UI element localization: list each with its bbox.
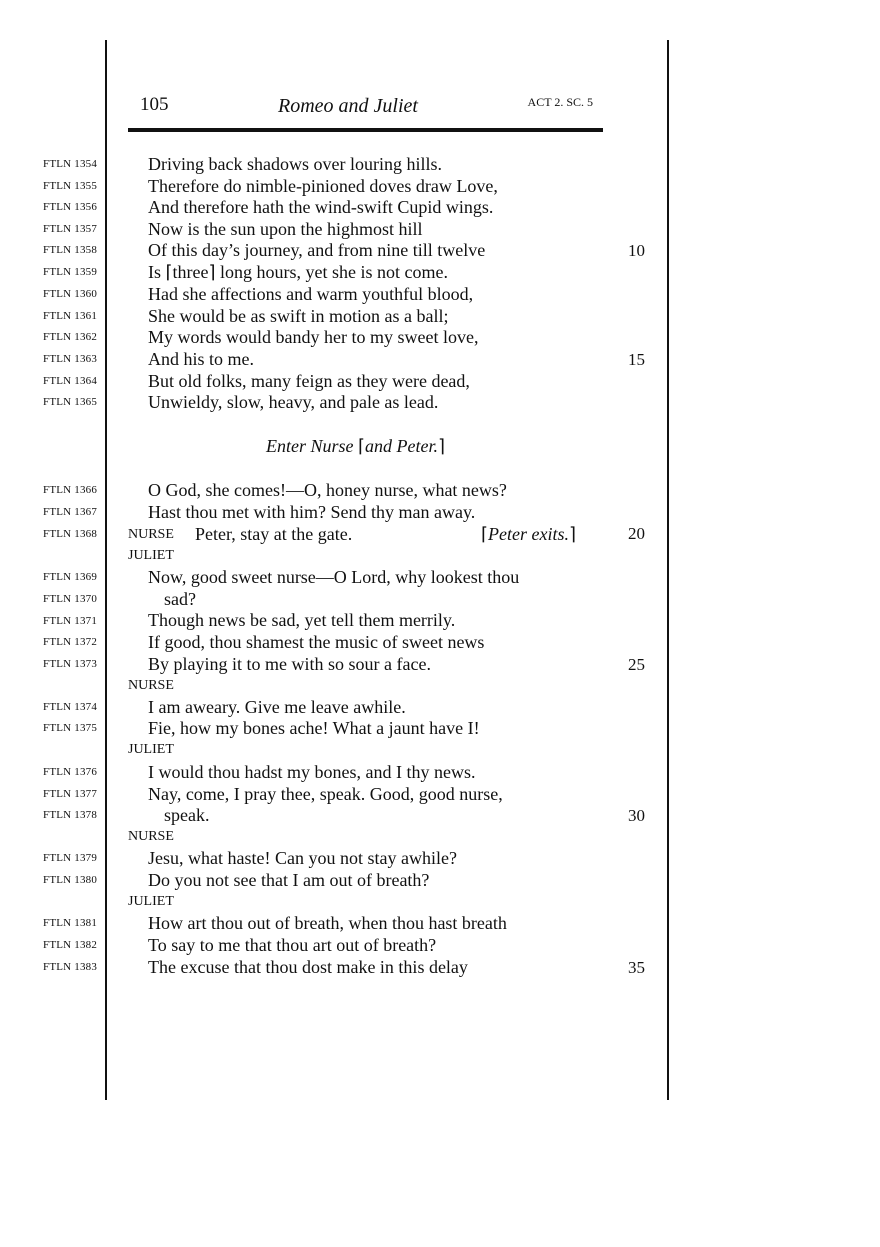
ftln-label: FTLN 1364 bbox=[43, 375, 98, 387]
verse-line: Hast thou met with him? Send thy man away. bbox=[148, 502, 476, 522]
left-margin-rule bbox=[105, 40, 107, 1100]
ftln-label: FTLN 1370 bbox=[43, 593, 98, 605]
line-number: 25 bbox=[628, 655, 645, 674]
play-title: Romeo and Juliet bbox=[278, 95, 418, 117]
stage-direction-enter bbox=[266, 436, 445, 457]
verse-line: Peter, stay at the gate. bbox=[195, 524, 353, 544]
ftln-label: FTLN 1381 bbox=[43, 917, 98, 929]
ftln-label: FTLN 1354 bbox=[43, 158, 98, 170]
line-number: 35 bbox=[628, 958, 645, 977]
ftln-label: FTLN 1372 bbox=[43, 636, 98, 648]
right-margin-rule bbox=[667, 40, 669, 1100]
line-number: 15 bbox=[628, 350, 645, 369]
page-header bbox=[128, 94, 603, 124]
verse-line: Jesu, what haste! Can you not stay awhile? bbox=[148, 848, 457, 868]
ftln-label: FTLN 1365 bbox=[43, 396, 98, 408]
verse-line: Fie, how my bones ache! What a jaunt have I! bbox=[148, 718, 480, 738]
ftln-label: FTLN 1374 bbox=[43, 701, 98, 713]
verse-line: O God, she comes!—O, honey nurse, what news? bbox=[148, 480, 507, 500]
header-rule bbox=[128, 128, 603, 132]
verse-line: I would thou hadst my bones, and I thy news. bbox=[148, 762, 476, 782]
bracket-close: ⌉ bbox=[208, 262, 216, 282]
verse-line: If good, thou shamest the music of sweet news bbox=[148, 632, 485, 652]
speaker-name: NURSE bbox=[128, 829, 174, 844]
ftln-label: FTLN 1356 bbox=[43, 201, 98, 213]
ftln-label: FTLN 1367 bbox=[43, 506, 98, 518]
ftln-label: FTLN 1363 bbox=[43, 353, 98, 365]
verse-line: Now, good sweet nurse—O Lord, why lookest thou bbox=[148, 567, 520, 587]
speaker-name: JULIET bbox=[128, 742, 174, 757]
ftln-label: FTLN 1368 bbox=[43, 528, 98, 540]
ftln-label: FTLN 1379 bbox=[43, 852, 98, 864]
ftln-label: FTLN 1373 bbox=[43, 658, 98, 670]
ftln-label: FTLN 1383 bbox=[43, 961, 98, 973]
speaker-name: JULIET bbox=[128, 548, 174, 563]
verse-line-continuation: speak. bbox=[164, 805, 210, 825]
speaker-name: NURSE bbox=[128, 678, 174, 693]
verse-line: Do you not see that I am out of breath? bbox=[148, 870, 430, 890]
bracket-close: ⌉ bbox=[438, 436, 446, 456]
ftln-label: FTLN 1382 bbox=[43, 939, 98, 951]
page-number: 105 bbox=[140, 94, 169, 115]
verse-line: By playing it to me with so sour a face. bbox=[148, 654, 431, 674]
ftln-label: FTLN 1360 bbox=[43, 288, 98, 300]
ftln-label: FTLN 1358 bbox=[43, 244, 98, 256]
ftln-label: FTLN 1366 bbox=[43, 484, 98, 496]
verse-line: And his to me. bbox=[148, 349, 254, 369]
verse-line: Nay, come, I pray thee, speak. Good, good nurse, bbox=[148, 784, 503, 804]
stage-direction-exit bbox=[481, 524, 576, 545]
verse-line: Now is the sun upon the highmost hill bbox=[148, 219, 423, 239]
verse-line: How art thou out of breath, when thou hast breath bbox=[148, 913, 507, 933]
verse-line: To say to me that thou art out of breath? bbox=[148, 935, 437, 955]
ftln-label: FTLN 1377 bbox=[43, 788, 98, 800]
verse-line: The excuse that thou dost make in this delay bbox=[148, 957, 468, 977]
verse-line: And therefore hath the wind-swift Cupid wings. bbox=[148, 197, 494, 217]
ftln-label: FTLN 1369 bbox=[43, 571, 98, 583]
line-number: 10 bbox=[628, 241, 645, 260]
act-scene-label: ACT 2. SC. 5 bbox=[527, 95, 593, 109]
verse-line: But old folks, many feign as they were dead, bbox=[148, 371, 470, 391]
bracket-open: ⌈ bbox=[358, 436, 366, 456]
verse-line: Of this day’s journey, and from nine till twelve bbox=[148, 240, 486, 260]
ftln-label: FTLN 1375 bbox=[43, 722, 98, 734]
verse-line: My words would bandy her to my sweet love, bbox=[148, 327, 479, 347]
verse-word-is: Is bbox=[148, 262, 161, 282]
verse-line bbox=[148, 262, 448, 283]
line-number: 30 bbox=[628, 806, 645, 825]
stage-and-peter: and Peter. bbox=[365, 436, 439, 456]
verse-line: Though news be sad, yet tell them merrily. bbox=[148, 610, 456, 630]
bracket-close: ⌉ bbox=[569, 524, 577, 544]
ftln-label: FTLN 1357 bbox=[43, 223, 98, 235]
stage-enter-nurse: Enter Nurse bbox=[266, 436, 354, 456]
ftln-label: FTLN 1355 bbox=[43, 180, 98, 192]
ftln-label: FTLN 1359 bbox=[43, 266, 98, 278]
line-number: 20 bbox=[628, 524, 645, 543]
ftln-label: FTLN 1380 bbox=[43, 874, 98, 886]
verse-line: Had she affections and warm youthful blood, bbox=[148, 284, 474, 304]
verse-word-three: three bbox=[172, 262, 209, 282]
bracket-open: ⌈ bbox=[165, 262, 173, 282]
ftln-label: FTLN 1378 bbox=[43, 809, 98, 821]
speaker-name: JULIET bbox=[128, 894, 174, 909]
ftln-label: FTLN 1371 bbox=[43, 615, 98, 627]
verse-line-continuation: sad? bbox=[164, 589, 196, 609]
verse-line: Unwieldy, slow, heavy, and pale as lead. bbox=[148, 392, 439, 412]
verse-line: Therefore do nimble-pinioned doves draw Love, bbox=[148, 176, 498, 196]
verse-line-remainder: long hours, yet she is not come. bbox=[220, 262, 449, 282]
verse-line: I am aweary. Give me leave awhile. bbox=[148, 697, 406, 717]
ftln-label: FTLN 1362 bbox=[43, 331, 98, 343]
verse-line: She would be as swift in motion as a ball; bbox=[148, 306, 449, 326]
bracket-open: ⌈ bbox=[481, 524, 489, 544]
ftln-label: FTLN 1361 bbox=[43, 310, 98, 322]
speaker-name: NURSE bbox=[128, 527, 174, 542]
ftln-label: FTLN 1376 bbox=[43, 766, 98, 778]
stage-peter-exits: Peter exits. bbox=[488, 524, 569, 544]
verse-line: Driving back shadows over louring hills. bbox=[148, 154, 442, 174]
